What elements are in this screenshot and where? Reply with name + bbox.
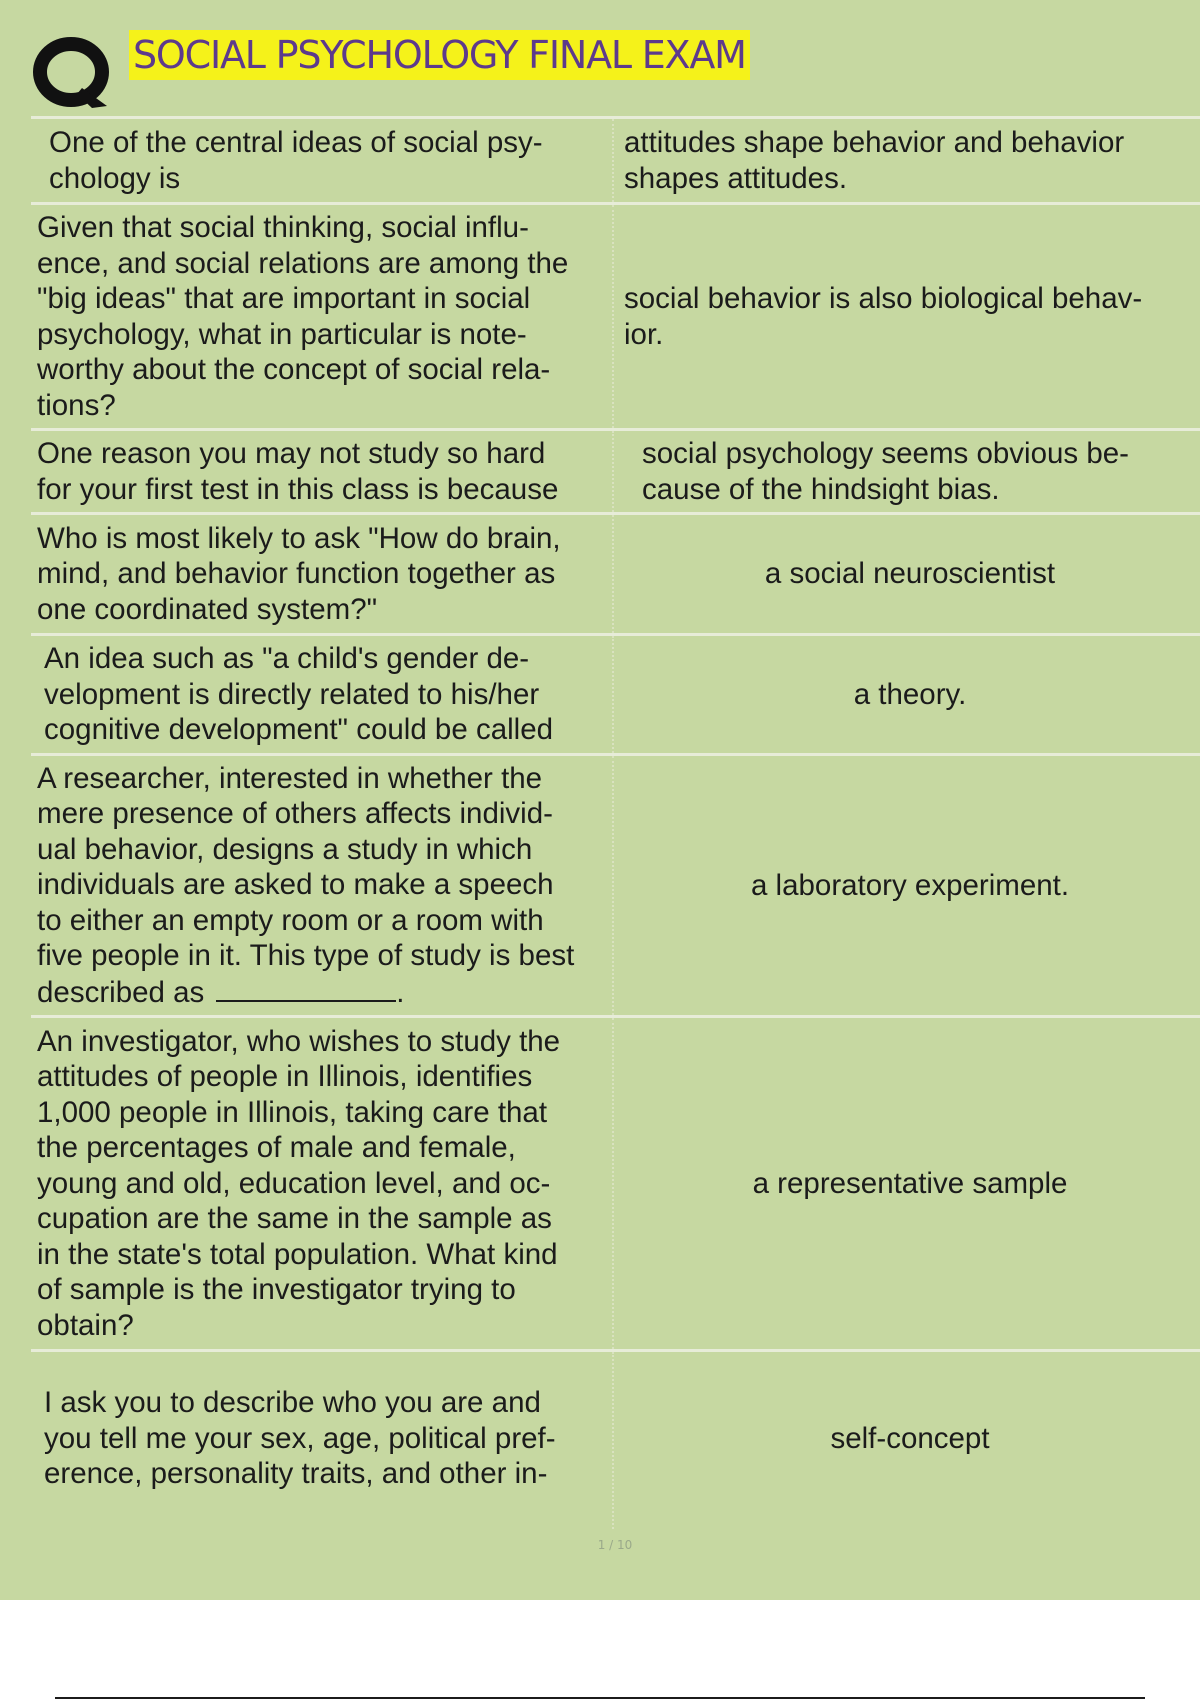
question-text: An investigator, who wishes to study the attitudes of people in Illinois, identifies 1,000 people in Illinois, taking care that the percentages of male and female, young and old, education level, and oc- cupation are the same in the sample as in the state's total population. What kind of sample is the investigator trying to obtain? bbox=[37, 1024, 561, 1342]
table-row bbox=[31, 428, 1200, 512]
question-cell bbox=[31, 119, 614, 202]
table-row bbox=[31, 1015, 1200, 1349]
table-row bbox=[31, 202, 1200, 428]
answer-cell bbox=[614, 431, 1200, 512]
flashcard-table bbox=[31, 116, 1200, 1529]
question-text: One reason you may not study so hard for your first test in this class is because bbox=[37, 437, 559, 506]
question-text: An idea such as "a child's gender de- velopment is directly related to his/her cognitive development" could be called bbox=[44, 642, 554, 747]
answer-cell bbox=[614, 1018, 1200, 1349]
page-title: SOCIAL PSYCHOLOGY FINAL EXAM bbox=[129, 30, 750, 80]
question-text: I ask you to describe who you are and you tell me your sex, age, political pref- erence, personality traits, and other in- bbox=[44, 1386, 556, 1490]
q-logo-icon bbox=[32, 32, 112, 112]
question-text-end: . bbox=[396, 975, 405, 1009]
question-cell bbox=[31, 515, 614, 633]
answer-text: a theory. bbox=[853, 677, 967, 711]
answer-cell bbox=[614, 205, 1200, 428]
answer-text: a social neuroscientist bbox=[764, 557, 1056, 591]
header bbox=[0, 0, 1200, 116]
question-cell bbox=[31, 205, 614, 428]
table-row bbox=[31, 633, 1200, 753]
table-row bbox=[31, 116, 1200, 202]
answer-cell bbox=[614, 636, 1200, 753]
answer-cell bbox=[614, 1352, 1200, 1529]
bottom-divider bbox=[55, 1697, 1145, 1699]
question-cell bbox=[31, 1352, 614, 1529]
answer-text: attitudes shape behavior and behavior shapes attitudes. bbox=[624, 126, 1125, 195]
question-text: Given that social thinking, social influ- ence, and social relations are among the "big ideas" that are important in social psychology, what in particular is note- worthy about the concept of social rela- tions? bbox=[37, 211, 569, 422]
answer-text: self-concept bbox=[830, 1422, 990, 1455]
question-cell bbox=[31, 636, 614, 753]
question-text: Who is most likely to ask "How do brain, mind, and behavior function together as one coordinated system?" bbox=[37, 521, 561, 626]
question-cell bbox=[31, 756, 614, 1015]
question-text bbox=[37, 761, 574, 1011]
answer-text: social behavior is also biological behav- ior. bbox=[624, 282, 1143, 351]
table-row bbox=[31, 1349, 1200, 1529]
answer-text: a representative sample bbox=[752, 1166, 1068, 1200]
page-number: 1 / 10 bbox=[597, 1538, 633, 1552]
answer-text: social psychology seems obvious be- cause of the hindsight bias. bbox=[642, 437, 1129, 506]
answer-cell bbox=[614, 515, 1200, 633]
question-cell bbox=[31, 1018, 614, 1349]
question-text-body: A researcher, interested in whether the mere presence of others affects individ- ual behavior, designs a study in which individuals are asked to make a speech to either an empty room or a room with five people in it. This type of study is best described as bbox=[37, 761, 575, 1009]
question-text: One of the central ideas of social psy- chology is bbox=[49, 126, 543, 195]
table-row bbox=[31, 753, 1200, 1015]
answer-blank-line bbox=[216, 974, 396, 1002]
answer-text: a laboratory experiment. bbox=[750, 868, 1070, 902]
question-cell bbox=[31, 431, 614, 512]
table-row bbox=[31, 512, 1200, 633]
answer-cell bbox=[614, 756, 1200, 1015]
answer-cell bbox=[614, 119, 1200, 202]
